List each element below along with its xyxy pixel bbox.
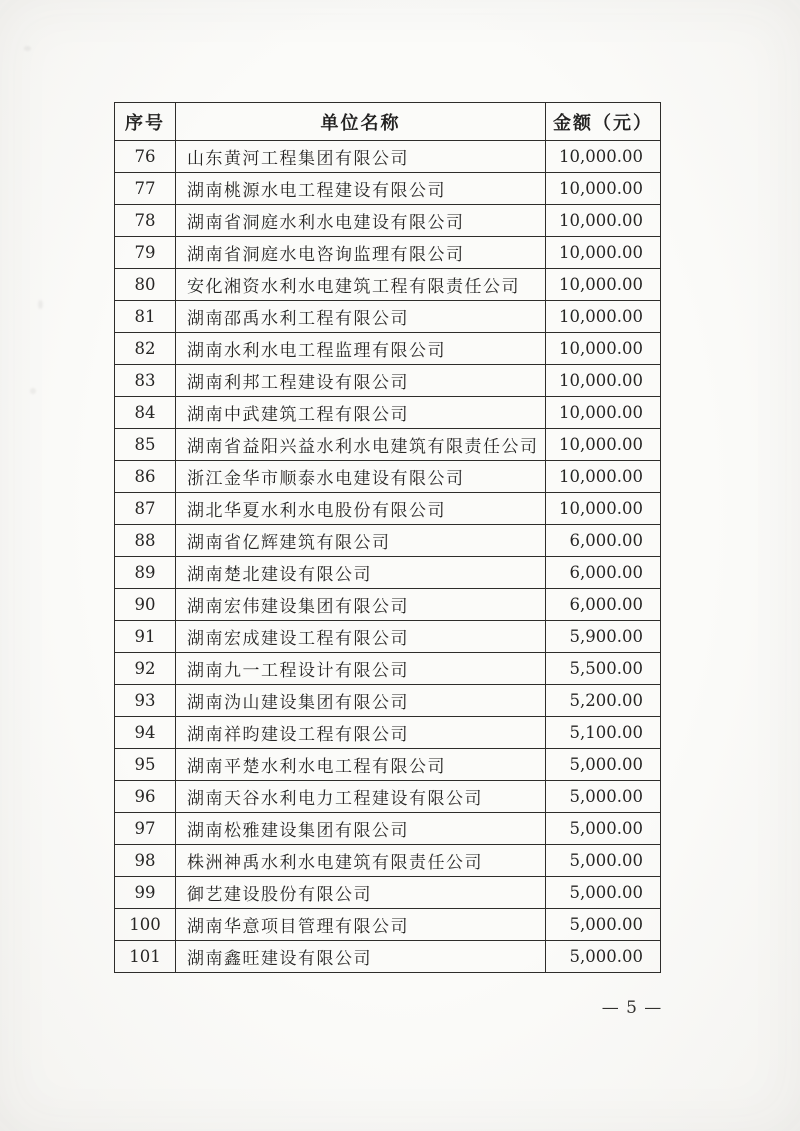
table-header — [115, 103, 661, 141]
row-serial-number: 91 — [115, 621, 176, 653]
row-serial-number: 83 — [115, 365, 176, 397]
row-company-name: 浙江金华市顺泰水电建设有限公司 — [176, 461, 546, 493]
row-amount: 6,000.00 — [546, 589, 661, 621]
row-amount: 10,000.00 — [546, 333, 661, 365]
table-row — [115, 941, 661, 973]
table-row — [115, 333, 661, 365]
row-serial-number: 98 — [115, 845, 176, 877]
table-row — [115, 525, 661, 557]
row-amount: 5,000.00 — [546, 941, 661, 973]
table-row — [115, 685, 661, 717]
table-row — [115, 749, 661, 781]
row-company-name: 湖南水利水电工程监理有限公司 — [176, 333, 546, 365]
row-amount: 10,000.00 — [546, 141, 661, 173]
row-serial-number: 95 — [115, 749, 176, 781]
row-company-name: 湖南九一工程设计有限公司 — [176, 653, 546, 685]
row-amount: 10,000.00 — [546, 461, 661, 493]
row-serial-number: 92 — [115, 653, 176, 685]
row-serial-number: 79 — [115, 237, 176, 269]
row-company-name: 湖南沩山建设集团有限公司 — [176, 685, 546, 717]
row-amount: 5,000.00 — [546, 909, 661, 941]
row-serial-number: 88 — [115, 525, 176, 557]
table-row — [115, 589, 661, 621]
table-row — [115, 909, 661, 941]
row-serial-number: 81 — [115, 301, 176, 333]
row-serial-number: 78 — [115, 205, 176, 237]
row-company-name: 湖南祥昀建设工程有限公司 — [176, 717, 546, 749]
row-serial-number: 87 — [115, 493, 176, 525]
row-company-name: 湖南松雅建设集团有限公司 — [176, 813, 546, 845]
table-row — [115, 845, 661, 877]
row-serial-number: 82 — [115, 333, 176, 365]
row-company-name: 湖南宏伟建设集团有限公司 — [176, 589, 546, 621]
table-row — [115, 813, 661, 845]
table-row — [115, 461, 661, 493]
row-amount: 5,000.00 — [546, 845, 661, 877]
table-row — [115, 205, 661, 237]
row-amount: 10,000.00 — [546, 429, 661, 461]
row-company-name: 湖南中武建筑工程有限公司 — [176, 397, 546, 429]
column-header-serial-number: 序号 — [115, 103, 176, 141]
row-amount: 10,000.00 — [546, 365, 661, 397]
table-row — [115, 621, 661, 653]
row-amount: 10,000.00 — [546, 493, 661, 525]
table-row — [115, 429, 661, 461]
table-row — [115, 781, 661, 813]
table-body — [115, 141, 661, 973]
table-row — [115, 141, 661, 173]
row-serial-number: 97 — [115, 813, 176, 845]
row-amount: 5,100.00 — [546, 717, 661, 749]
row-amount: 10,000.00 — [546, 237, 661, 269]
scan-smudge — [30, 388, 36, 394]
row-amount: 10,000.00 — [546, 205, 661, 237]
row-company-name: 湖南利邦工程建设有限公司 — [176, 365, 546, 397]
row-company-name: 安化湘资水利水电建筑工程有限责任公司 — [176, 269, 546, 301]
scan-smudge — [24, 46, 31, 51]
row-amount: 6,000.00 — [546, 525, 661, 557]
row-serial-number: 93 — [115, 685, 176, 717]
payment-amount-table — [114, 102, 661, 973]
table-row — [115, 365, 661, 397]
row-company-name: 湖南楚北建设有限公司 — [176, 557, 546, 589]
row-company-name: 株洲神禹水利水电建筑有限责任公司 — [176, 845, 546, 877]
row-serial-number: 100 — [115, 909, 176, 941]
row-company-name: 湖南宏成建设工程有限公司 — [176, 621, 546, 653]
row-serial-number: 99 — [115, 877, 176, 909]
table-row — [115, 237, 661, 269]
row-company-name: 湖南省亿辉建筑有限公司 — [176, 525, 546, 557]
table-row — [115, 397, 661, 429]
table-row — [115, 653, 661, 685]
table-row — [115, 301, 661, 333]
row-company-name: 湖南桃源水电工程建设有限公司 — [176, 173, 546, 205]
column-header-amount-yuan: 金额（元） — [546, 103, 661, 141]
row-amount: 6,000.00 — [546, 557, 661, 589]
row-amount: 5,900.00 — [546, 621, 661, 653]
row-company-name: 湖南省益阳兴益水利水电建筑有限责任公司 — [176, 429, 546, 461]
row-company-name: 湖北华夏水利水电股份有限公司 — [176, 493, 546, 525]
row-company-name: 湖南省洞庭水电咨询监理有限公司 — [176, 237, 546, 269]
row-amount: 5,000.00 — [546, 877, 661, 909]
row-amount: 10,000.00 — [546, 397, 661, 429]
row-company-name: 御艺建设股份有限公司 — [176, 877, 546, 909]
row-company-name: 湖南鑫旺建设有限公司 — [176, 941, 546, 973]
row-company-name: 湖南省洞庭水利水电建设有限公司 — [176, 205, 546, 237]
row-amount: 10,000.00 — [546, 173, 661, 205]
table-row — [115, 173, 661, 205]
row-company-name: 湖南天谷水利电力工程建设有限公司 — [176, 781, 546, 813]
row-company-name: 湖南平楚水利水电工程有限公司 — [176, 749, 546, 781]
row-company-name: 湖南华意项目管理有限公司 — [176, 909, 546, 941]
row-company-name: 山东黄河工程集团有限公司 — [176, 141, 546, 173]
row-serial-number: 76 — [115, 141, 176, 173]
row-serial-number: 96 — [115, 781, 176, 813]
page-number: — 5 — — [601, 998, 663, 1018]
row-amount: 5,500.00 — [546, 653, 661, 685]
row-serial-number: 84 — [115, 397, 176, 429]
table-row — [115, 493, 661, 525]
row-serial-number: 85 — [115, 429, 176, 461]
column-header-company-name: 单位名称 — [176, 103, 546, 141]
row-amount: 5,000.00 — [546, 749, 661, 781]
row-amount: 5,000.00 — [546, 813, 661, 845]
row-amount: 10,000.00 — [546, 301, 661, 333]
row-serial-number: 77 — [115, 173, 176, 205]
row-amount: 5,200.00 — [546, 685, 661, 717]
scan-smudge — [38, 300, 43, 309]
row-serial-number: 80 — [115, 269, 176, 301]
row-amount: 5,000.00 — [546, 781, 661, 813]
row-serial-number: 86 — [115, 461, 176, 493]
row-serial-number: 101 — [115, 941, 176, 973]
row-serial-number: 94 — [115, 717, 176, 749]
row-serial-number: 89 — [115, 557, 176, 589]
table-row — [115, 877, 661, 909]
row-amount: 10,000.00 — [546, 269, 661, 301]
table-row — [115, 269, 661, 301]
table-row — [115, 557, 661, 589]
table-header-row — [115, 103, 661, 141]
row-company-name: 湖南邵禹水利工程有限公司 — [176, 301, 546, 333]
table-row — [115, 717, 661, 749]
row-serial-number: 90 — [115, 589, 176, 621]
